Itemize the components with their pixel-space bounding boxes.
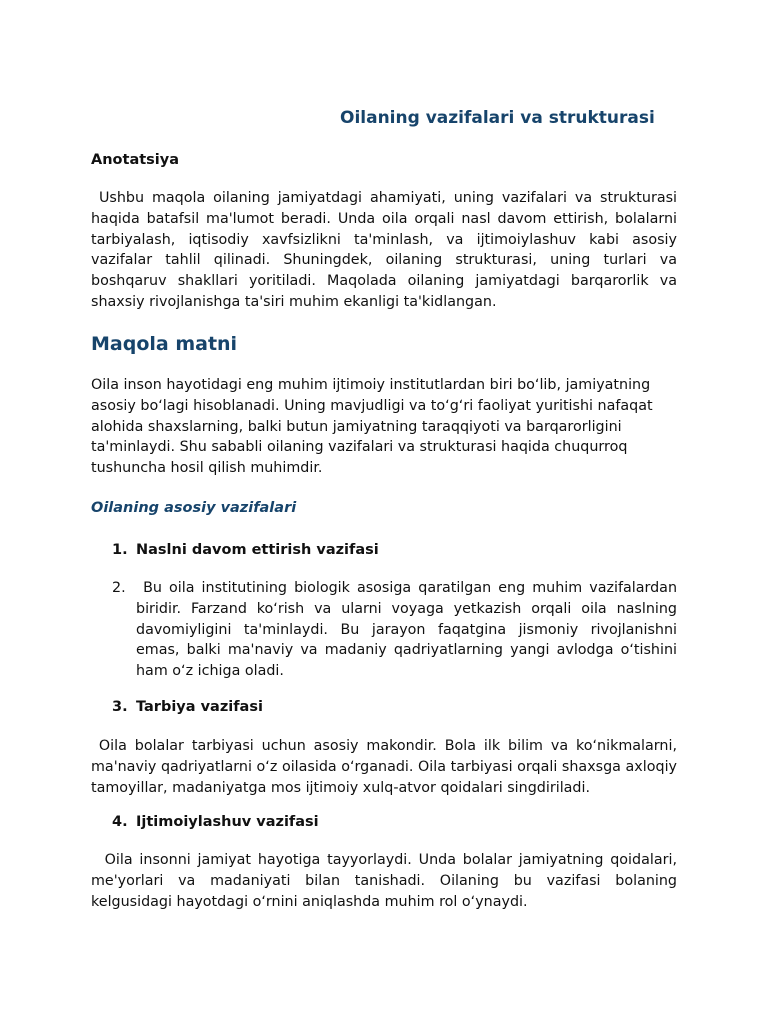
list-number: 1. xyxy=(112,542,128,558)
abstract-text: Ushbu maqola oilaning jamiyatdagi ahamiyati, uning vazifalari va strukturasi haqida batafsil ma'lumot beradi. Unda oila orqali nasl davom ettirish, bolalarni tarbiyalash, iqtisodiy xavfsizlikni ta'minlash, va ijtimoiylashuv kabi asosiy vazifalar tahlil qilinadi. Shuningdek, oilaning strukturasi, uning turlari va boshqaruv shakllari yoritiladi. Maqolada oilaning jamiyatdagi barqarorlik va shaxsiy rivojlanishga ta'siri muhim ekanligi ta'kidlangan. xyxy=(91,190,682,310)
list-number: 3. xyxy=(112,699,128,715)
list-item-title: Tarbiya vazifasi xyxy=(136,699,263,715)
list-item-3 xyxy=(112,699,263,715)
abstract-heading: Anotatsiya xyxy=(91,152,179,168)
list-number: 4. xyxy=(112,814,128,830)
intro-paragraph: Oila inson hayotidagi eng muhim ijtimoiy institutlardan biri boʻlib, jamiyatning asosiy boʻlagi hisoblanadi. Uning mavjudligi va toʻgʻri faoliyat yuritishi nafaqat alohida shaxslarning, balki butun jamiyatning taraqqiyoti va barqarorligini ta'minlaydi. Shu sababli oilaning vazifalari va strukturasi haqida chuqurroq tushuncha hosil qilish muhimdir. xyxy=(91,377,653,477)
list-item-2 xyxy=(112,578,682,682)
list-item-1 xyxy=(112,542,379,558)
section-heading: Oilaning asosiy vazifalari xyxy=(91,500,297,516)
main-heading: Maqola matni xyxy=(91,333,238,355)
list-item-title: Ijtimoiylashuv vazifasi xyxy=(136,814,319,830)
list-number: 2. xyxy=(112,580,126,596)
list-item-title: Naslni davom ettirish vazifasi xyxy=(136,542,379,558)
list-item-text: Bu oila institutining biologik asosiga qaratilgan eng muhim vazifalardan biridir. Farzand koʻrish va ularni voyaga yetkazish orqali oila naslning davomiyligini ta'minlaydi. Bu jarayon faqatgina jismoniy rivojlanishni emas, balki ma'naviy va madaniy qadriyatlarning yangi avlodga oʻtishini ham oʻz ichiga oladi. xyxy=(136,580,682,680)
list-item-4 xyxy=(112,814,319,830)
ijtimoiylashuv-paragraph: Oila insonni jamiyat hayotiga tayyorlaydi. Unda bolalar jamiyatning qoidalari, me'yorlari va madaniyati bilan tanishadi. Oilaning bu vazifasi bolaning kelgusidagi hayotdagi oʻrnini aniqlashda muhim rol oʻynaydi. xyxy=(91,852,682,910)
document-title: Oilaning vazifalari va strukturasi xyxy=(340,108,655,128)
tarbiya-paragraph: Oila bolalar tarbiyasi uchun asosiy makondir. Bola ilk bilim va koʻnikmalarni, ma'naviy qadriyatlarni oʻz oilasida oʻrganadi. Oila tarbiyasi orqali shaxsga axloqiy tamoyillar, madaniyatga mos ijtimoiy xulq-atvor qoidalari singdiriladi. xyxy=(91,738,682,796)
